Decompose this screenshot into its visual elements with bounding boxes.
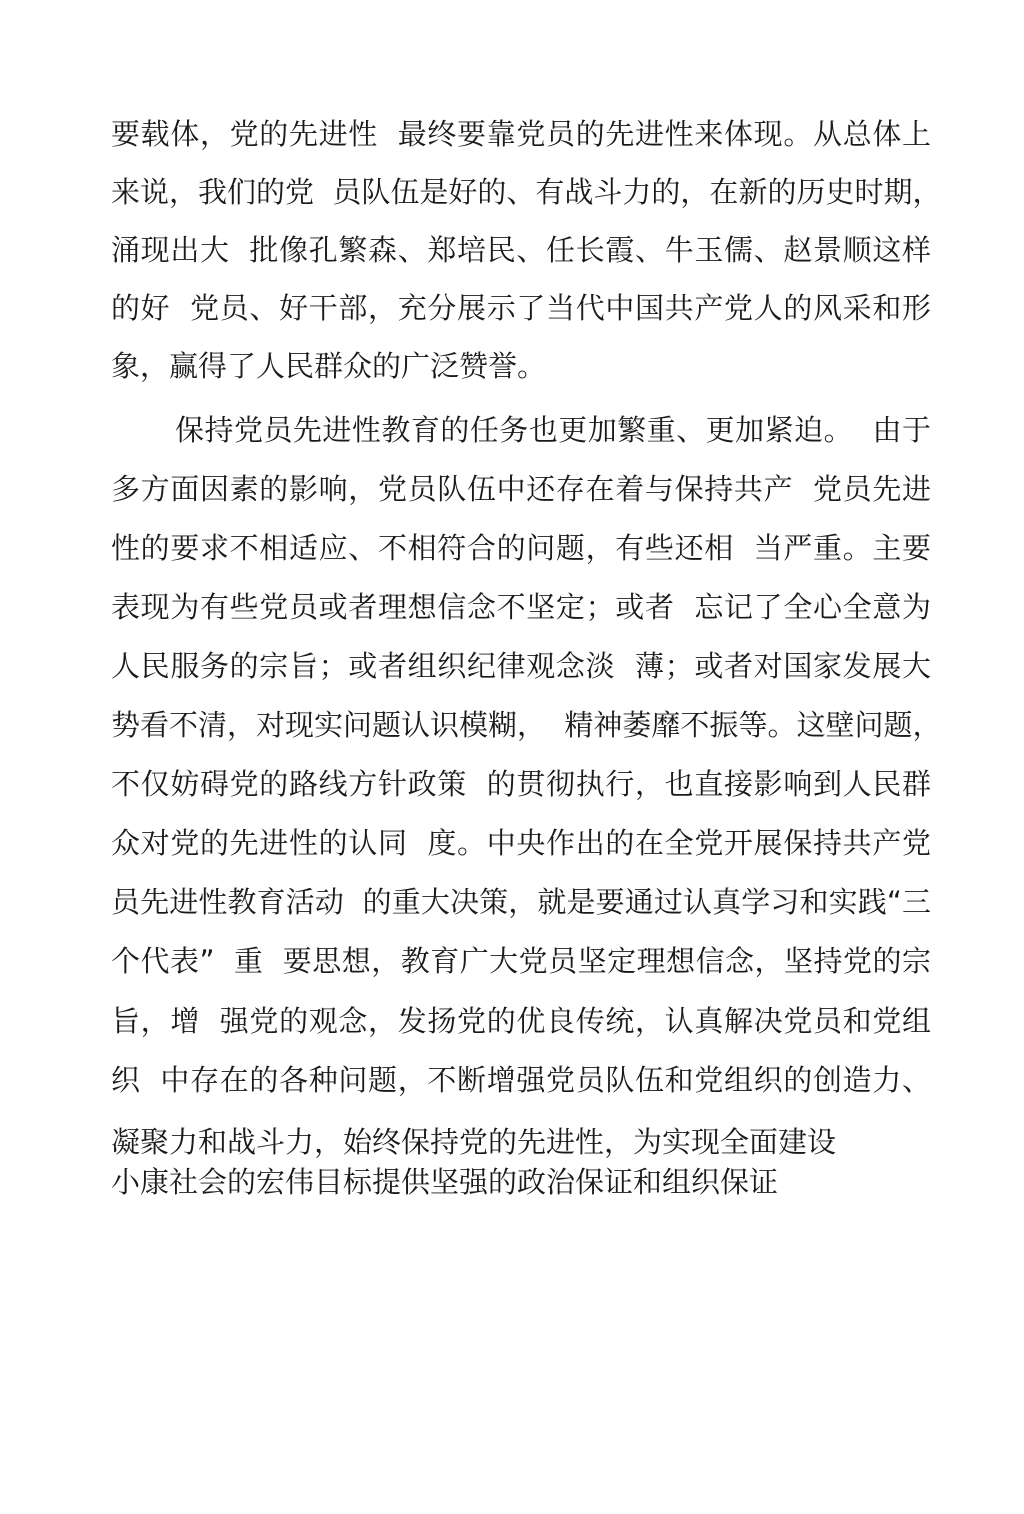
- text-line: 涌现出大 批像孔繁森、郑培民、任长霞、牛玉儒、赵景顺这样: [111, 233, 931, 267]
- text-line: 来说，我们的党 员队伍是好的、有战斗力的，在新的历史时期，: [111, 175, 942, 209]
- text-line: 小康社会的宏伟目标提供坚强的政治保证和组织保证: [111, 1165, 779, 1199]
- text-line: 员先进性教育活动 的重大决策，就是要通过认真学习和实践“三: [111, 885, 931, 919]
- text-line: 势看不清，对现实问题认识模糊， 精神萎靡不振等。这壁问题，: [111, 708, 942, 742]
- text-line: 凝聚力和战斗力，始终保持党的先进性，为实现全面建设: [111, 1125, 837, 1159]
- text-line: 要载体，党的先进性 最终要靠党员的先进性来体现。从总体上: [111, 117, 931, 151]
- text-line: 众对党的先进性的认同 度。中央作出的在全党开展保持共产党: [111, 826, 931, 860]
- text-line: 不仅妨碍党的路线方针政策 的贯彻执行，也直接影响到人民群: [111, 767, 931, 801]
- text-line: 性的要求不相适应、不相符合的问题，有些还相 当严重。主要: [111, 531, 931, 565]
- text-line: 保持党员先进性教育的任务也更加繁重、更加紧迫。 由于: [175, 413, 931, 447]
- text-line: 表现为有些党员或者理想信念不坚定；或者 忘记了全心全意为: [111, 590, 931, 624]
- text-line: 多方面因素的影响，党员队伍中还存在着与保持共产 党员先进: [111, 472, 931, 506]
- text-line: 的好 党员、好干部，充分展示了当代中国共产党人的风采和形: [111, 291, 931, 325]
- text-line: 象，赢得了人民群众的广泛赞誉。: [111, 349, 547, 383]
- text-line: 个代表” 重 要思想，教育广大党员坚定理想信念，坚持党的宗: [111, 944, 931, 978]
- text-line: 织 中存在的各种问题，不断增强党员队伍和党组织的创造力、: [111, 1063, 931, 1097]
- text-line: 旨，增 强党的观念，发扬党的优良传统，认真解决党员和党组: [111, 1004, 931, 1038]
- text-line: 人民服务的宗旨；或者组织纪律观念淡 薄；或者对国家发展大: [111, 649, 931, 683]
